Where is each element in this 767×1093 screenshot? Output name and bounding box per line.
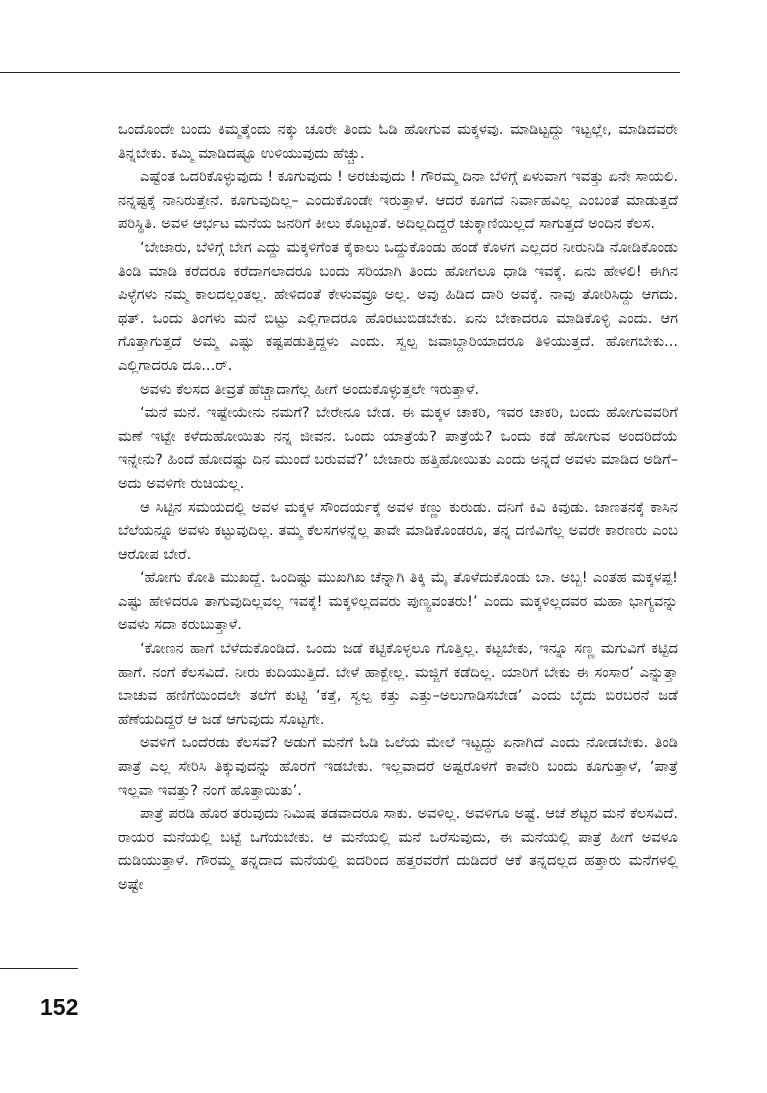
- paragraph: ಪಾತ್ರೆ ಪರಡಿ ಹೊರ ತರುವುದು ನಿಮಿಷ ತಡವಾದರೂ ಸಾಕು. ಅವಳಿಲ್ಲ. ಅವಳಿಗೂ ಅಷ್ಟೆ. ಆಚೆ ಶೆಟ್ಟರ ಮನೆ ಕೆಲಸವಿದೆ. ರಾಯರ ಮನೆಯಲ್ಲಿ ಬಟ್ಟೆ ಒಗೆಯಬೇಕು. ಆ ಮನೆಯಲ್ಲಿ ಮನೆ ಒರೆಸುವುದು, ಈ ಮನೆಯಲ್ಲಿ ಪಾತ್ರೆ ಹೀಗೆ ಅವಳೂ ದುಡಿಯುತ್ತಾಳೆ. ಗೌರಮ್ಮ ತನ್ನದಾದ ಮನೆಯಲ್ಲಿ ಐದರಿಂದ ಹತ್ತರವರೆಗೆ ದುಡಿದರೆ ಆಕೆ ತನ್ನದಲ್ಲದ ಹತ್ತಾರು ಮನೆಗಳಲ್ಲಿ ಅಷ್ಟೇ: [118, 805, 678, 893]
- paragraph: ‘ಹೋಗು ಕೋತಿ ಮುಖದ್ದೆ. ಒಂದಿಷ್ಟು ಮುಖಗಿಖ ಚೆನ್ನಾಗಿ ತಿಕ್ಕಿ ಮೈ ತೊಳೆದುಕೊಂಡು ಬಾ. ಅಬ್ಬ! ಎಂತಹ ಮಕ್ಕಳಪ್ಪ! ಎಷ್ಟು ಹೇಳಿದರೂ ತಾಗುವುದಿಲ್ಲವಲ್ಲ ಇವಕ್ಕೆ! ಮಕ್ಕಳಿಲ್ಲದವರು ಪುಣ್ಯವಂತರು!’ ಎಂದು ಮಕ್ಕಳಿಲ್ಲದವರ ಮಹಾ ಭಾಗ್ಯವನ್ನು ಅವಳು ಸದಾ ಕರುಬುತ್ತಾಳೆ.: [118, 569, 678, 634]
- paragraph: ಒಂದೊಂದೇ ಬಂದು ಕಿಮ್ಮತ್ಕೆಂದು ನಕ್ಕು ಚೂರೇ ತಿಂದು ಓಡಿ ಹೋಗುವ ಮಕ್ಕಳವು. ಮಾಡಿಟ್ಟದ್ದು ಇಟ್ಟಲ್ಲೇ, ಮಾಡಿದವರೇ ತಿನ್ನಬೇಕು. ಕಮ್ಮಿ ಮಾಡಿದಷ್ಟೂ ಉಳಿಯುವುದು ಹೆಚ್ಚು.: [118, 121, 678, 162]
- header-rule: [0, 72, 680, 73]
- paragraph: ‘ಕೋಣನ ಹಾಗೆ ಬೆಳೆದುಕೊಂಡಿದೆ. ಒಂದು ಜಡೆ ಕಟ್ಟಿಕೊಳ್ಳಲೂ ಗೊತ್ತಿಲ್ಲ. ಕಟ್ಟಬೇಕು, ಇನ್ನೂ ಸಣ್ಣ ಮಗುವಿಗೆ ಕಟ್ಟಿದ ಹಾಗೆ. ನಂಗೆ ಕೆಲಸವಿದೆ. ನೀರು ಕುದಿಯುತ್ತಿದೆ. ಬೇಳೆ ಹಾಕ್ಬೇಲ್ಲ. ಮಜ್ಜಿಗೆ ಕಡೆದಿಲ್ಲ. ಯಾರಿಗೆ ಬೇಕು ಈ ಸಂಸಾರ’ ಎನ್ನುತ್ತಾ ಬಾಚುವ ಹಣಿಗೆಯಿಂದಲೇ ತಲೆಗೆ ಕುಟ್ಟಿ ‘ಕತ್ತೆ, ಸ್ವಲ್ಪ ಕತ್ತು ಎತ್ತು–ಅಲುಗಾಡಿಸಬೇಡ’ ಎಂದು ಬೈದು ಬಿರಬರನೆ ಜಡೆ ಹೆಣೆಯದಿದ್ದರೆ ಆ ಜಡೆ ಆಗುವುದು ಸೊಟ್ಟಗೇ.: [118, 640, 678, 728]
- paragraph: ಅವಳು ಕೆಲಸದ ತೀವ್ರತೆ ಹೆಚ್ಚಾದಾಗೆಲ್ಲ ಹೀಗೆ ಅಂದುಕೊಳ್ಳುತ್ತಲೇ ಇರುತ್ತಾಳೆ.: [140, 380, 480, 398]
- paragraph: ಆ ಸಿಟ್ಟಿನ ಸಮಯದಲ್ಲಿ ಅವಳ ಮಕ್ಕಳ ಸೌಂದರ್ಯಕ್ಕೆ ಅವಳ ಕಣ್ಣು ಕುರುಡು. ದನಿಗೆ ಕಿವಿ ಕಿವುಡು. ಜಾಣತನಕ್ಕೆ ಕಾಸಿನ ಬೆಲೆಯನ್ನೂ ಅವಳು ಕಟ್ಟುವುದಿಲ್ಲ. ತಮ್ಮ ಕೆಲಸಗಳನ್ನೆಲ್ಲ ತಾವೇ ಮಾಡಿಕೊಂಡರೂ, ತನ್ನ ದಣಿವಿಗೆಲ್ಲ ಅವರೇ ಕಾರಣರು ಎಂಬ ಆರೋಪ ಬೇರೆ.: [118, 498, 678, 563]
- footer-rule: [0, 968, 78, 969]
- paragraph: ‘ಬೇಜಾರು, ಬೆಳಿಗ್ಗೆ ಬೇಗ ಎದ್ದು ಮಕ್ಕಳಿಗೆಂತ ಕೈಕಾಲು ಒದ್ದುಕೊಂಡು ಹಂಡೆ ಕೊಳಗ ಎಲ್ಲದರ ನೀರುನಿಡಿ ನೋಡಿಕೊಂಡು ತಿಂಡಿ ಮಾಡಿ ಕರೆದರೂ ಕರೆದಾಗಲಾದರೂ ಬಂದು ಸರಿಯಾಗಿ ತಿಂದು ಹೋಗಲೂ ಧಾಡಿ ಇವಕ್ಕೆ. ಏನು ಹೇಳಲಿ! ಈಗಿನ ಪಿಳ್ಳೆಗಳು ನಮ್ಮ ಕಾಲದಲ್ಲಂತಲ್ಲ. ಹೇಳಿದಂತೆ ಕೇಳುವವ್ರೂ ಅಲ್ಲ. ಅವು ಹಿಡಿದ ದಾರಿ ಅವಕ್ಕೆ. ನಾವು ತೋರಿಸಿದ್ದು ಆಗದು. ಥತ್. ಒಂದು ತಿಂಗಳು ಮನೆ ಬಿಟ್ಟು ಎಲ್ಲಿಗಾದರೂ ಹೊರಟುಬಿಡಬೇಕು. ಏನು ಬೇಕಾದರೂ ಮಾಡಿಕೊಳ್ಳಿ ಎಂದು. ಆಗ ಗೊತ್ತಾಗುತ್ತದೆ ಅಮ್ಮ ಎಷ್ಟು ಕಷ್ಟಪಡುತ್ತಿದ್ದಳು ಎಂದು. ಸ್ವಲ್ಪ ಜವಾಬ್ದಾರಿಯಾದರೂ ತಿಳಿಯುತ್ತದೆ. ಹೋಗಬೇಕು... ಎಲ್ಲಿಗಾದರೂ ದೂ...ರ್.: [118, 238, 678, 374]
- page-number: 152: [40, 994, 79, 1020]
- paragraph: ‘ಮನೆ ಮನೆ. ಇಷ್ಟೇಯೇನು ನಮಗೆ? ಬೇರೇನೂ ಬೇಡ. ಈ ಮಕ್ಕಳ ಚಾಕರಿ, ಇವರ ಚಾಕರಿ, ಬಂದು ಹೋಗುವವರಿಗೆ ಮಣೆ ಇಟ್ಟೇ ಕಳೆದುಹೋಯಿತು ನನ್ನ ಜೀವನ. ಒಂದು ಯಾತ್ರೆಯೆ? ಪಾತ್ರೆಯೆ? ಒಂದು ಕಡೆ ಹೋಗುವ ಅಂದರಿದೆಯೆ ಇನ್ನೇನು? ಹಿಂದೆ ಹೋದಷ್ಟು ದಿನ ಮುಂದೆ ಬರುವವೆ?’ ಬೇಜಾರು ಹತ್ತಿಹೋಯಿತು ಎಂದು ಅನ್ನದೆ ಅವಳು ಮಾಡಿದ ಅಡಿಗೆ–ಅದು ಅವಳಿಗೇ ರುಚಿಯಲ್ಲ.: [118, 404, 678, 492]
- paragraph: ಅವಳಿಗೆ ಒಂದೆರಡು ಕೆಲಸವೆ? ಅಡುಗೆ ಮನೆಗೆ ಓಡಿ ಒಲೆಯ ಮೇಲೆ ಇಟ್ಟದ್ದು ಏನಾಗಿದೆ ಎಂದು ನೋಡಬೇಕು. ತಿಂಡಿ ಪಾತ್ರೆ ಎಲ್ಲ ಸೇರಿಸಿ ತಿಕ್ಕುವುದನ್ನು ಹೊರಗೆ ಇಡಬೇಕು. ಇಲ್ಲವಾದರೆ ಅಷ್ಟರೊಳಗೆ ಕಾವೇರಿ ಬಂದು ಕೂಗುತ್ತಾಳೆ, ‘ಪಾತ್ರೆ ಇಲ್ಲವಾ ಇವತ್ತು? ನಂಗೆ ಹೊತ್ತಾಯಿತು’.: [118, 734, 678, 799]
- body-text: [118, 118, 678, 897]
- paragraph: ಎಷ್ಟೆಂತ ಒದರಿಕೊಳ್ಳುವುದು ! ಕೂಗುವುದು ! ಅರಚುವುದು ! ಗೌರಮ್ಮ ದಿನಾ ಬೆಳಿಗ್ಗೆ ಏಳುವಾಗ ಇವತ್ತು ಏನೇ ಸಾಯಲಿ. ನನ್ನಷ್ಟಕ್ಕೆ ನಾನಿರುತ್ತೇನೆ. ಕೂಗುವುದಿಲ್ಲ– ಎಂದುಕೊಂಡೇ ಇರುತ್ತಾಳೆ. ಆದರೆ ಕೂಗದೆ ನಿರ್ವಾಹವಿಲ್ಲ ಎಂಬಂತೆ ಮಾಡುತ್ತದೆ ಪರಿಸ್ಥಿತಿ. ಅವಳ ಆರ್ಭಟ ಮನೆಯ ಜನರಿಗೆ ಕೀಲು ಕೊಟ್ಟಂತೆ. ಅದಿಲ್ಲದಿದ್ದರೆ ಚುಕ್ಕಾಣಿಯಿಲ್ಲದೆ ಸಾಗುತ್ತದೆ ಅಂದಿನ ಕೆಲಸ.: [118, 168, 678, 233]
